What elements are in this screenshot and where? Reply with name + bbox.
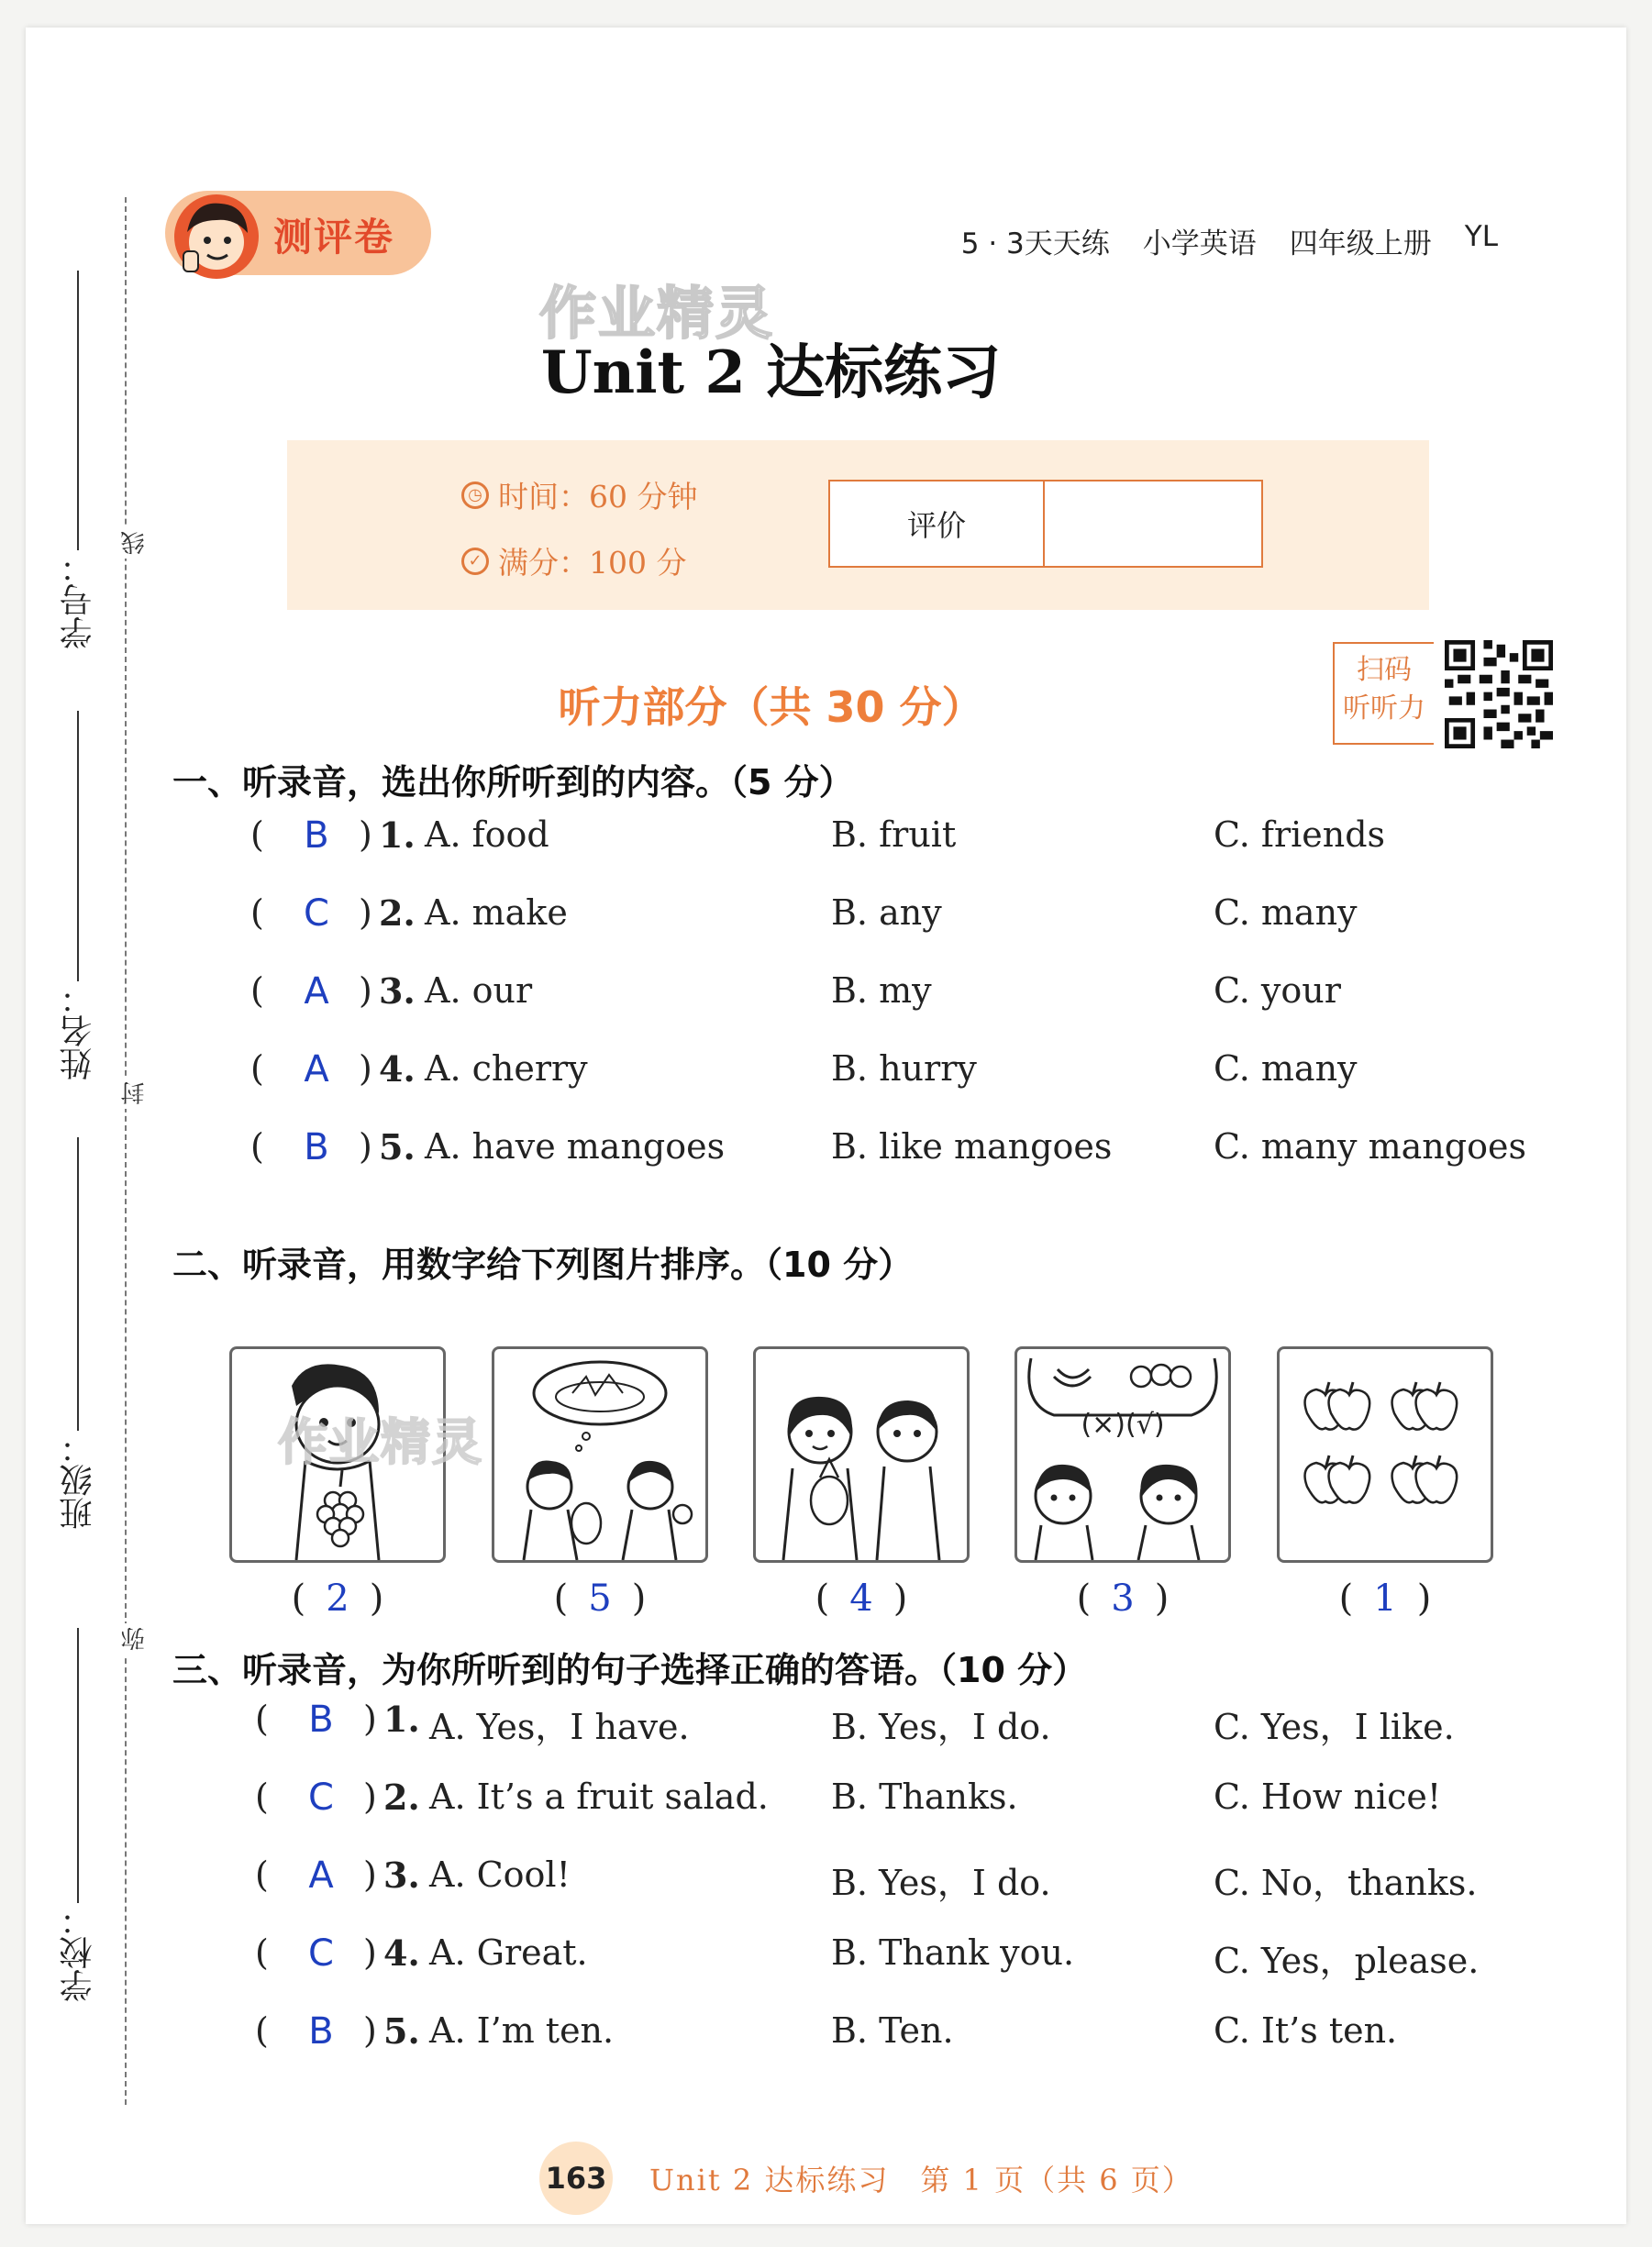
class-label: 班级： <box>59 1431 97 1530</box>
option-a: A. Great. <box>429 1932 588 1973</box>
check-marks: (×)(√) <box>1081 1409 1165 1441</box>
option-a: A. food <box>425 814 549 855</box>
name-label: 姓名： <box>59 981 97 1080</box>
name-line <box>77 711 79 981</box>
watermark-overlay: 作业精灵 <box>278 1413 483 1471</box>
picture-pineapple <box>753 1346 970 1563</box>
evaluation-box <box>828 480 1263 568</box>
section1-item: ( B ) 5. A. have mangoes B. like mangoes C. many mangoes <box>250 1126 1526 1168</box>
section1-title: 一、听录音，选出你所听到的内容。（5 分） <box>172 762 854 802</box>
option-b: B. Ten. <box>831 2010 954 2051</box>
edition-code: YL <box>1464 220 1498 253</box>
school-line <box>77 1628 79 1903</box>
school-label: 学校： <box>59 1903 97 2002</box>
option-b: B. Thank you. <box>831 1932 1075 1973</box>
option-b: B. my <box>831 970 932 1011</box>
picture-fruit-salad <box>492 1346 708 1563</box>
item-number: 1. <box>383 1699 420 1740</box>
option-c: C. many mangoes <box>1214 1126 1526 1167</box>
answer-value[interactable]: 5 <box>588 1577 612 1620</box>
answer-value[interactable]: A <box>308 1854 334 1897</box>
binding-mark-seal: 封 <box>117 1078 151 1109</box>
section1-item: ( B ) 1. A. food B. fruit C. friends <box>250 814 1386 857</box>
worksheet-page <box>26 28 1626 2224</box>
section1-item: ( A ) 4. A. cherry B. hurry C. many <box>250 1048 1358 1090</box>
section3-title: 三、听录音，为你所听到的句子选择正确的答语。（10 分） <box>172 1650 1088 1690</box>
score-row <box>461 539 686 582</box>
answer-value[interactable]: A <box>304 1048 329 1090</box>
option-a: A. have mangoes <box>425 1126 726 1167</box>
binding-mark-line: 线 <box>117 527 151 559</box>
option-c: C. No，thanks. <box>1214 1863 1478 1903</box>
score-text: 满分：100 分 <box>498 545 687 581</box>
name-field <box>55 711 101 1080</box>
option-c: C. It’s ten. <box>1214 2010 1398 2051</box>
answer-value[interactable]: 1 <box>1373 1577 1397 1620</box>
likes-fruit-illustration <box>1017 1349 1228 1560</box>
option-a: A. cherry <box>425 1048 588 1089</box>
qr-code-icon[interactable] <box>1445 640 1553 748</box>
section3-item: ( B ) 5. A. I’m ten. B. Ten. C. It’s ten. <box>255 2010 1398 2053</box>
section3-item: ( A ) 3. A. Cool! B. Yes，I do. C. No，thanks. <box>255 1854 1478 1903</box>
binding-cut-line <box>125 197 127 2105</box>
picture-apples <box>1277 1346 1493 1563</box>
picture-answer-3: ( 4 ) <box>815 1577 908 1620</box>
clock-icon: ◷ <box>461 482 489 509</box>
section1-item: ( C ) 2. A. make B. any C. many <box>250 892 1358 935</box>
section3-item: ( C ) 2. A. It’s a fruit salad. B. Thanks. C. How nice! <box>255 1777 1442 1819</box>
option-a: A. It’s a fruit salad. <box>429 1777 769 1817</box>
option-b: B. Thanks. <box>831 1777 1018 1817</box>
option-c: C. Yes，please. <box>1214 1941 1480 1981</box>
option-a: A. make <box>425 892 568 933</box>
item-number: 1. <box>379 814 416 856</box>
section3-item: ( B ) 1. A. Yes，I have. B. Yes，I do. C. Yes，I like. <box>255 1699 1455 1747</box>
listening-heading: 听力部分（共 30 分） <box>558 682 984 732</box>
picture-answer-5: ( 1 ) <box>1338 1577 1432 1620</box>
check-circle-icon: ✓ <box>461 548 489 575</box>
picture-like-fruit <box>1014 1346 1231 1563</box>
pineapple-illustration <box>756 1349 967 1560</box>
info-box <box>287 440 1429 610</box>
page-number: 163 <box>539 2142 613 2215</box>
option-b: B. like mangoes <box>831 1126 1113 1167</box>
page-title: Unit 2 达标练习 <box>540 338 1002 407</box>
answer-value[interactable]: B <box>304 814 329 857</box>
watermark: 作业精灵 <box>539 280 775 347</box>
test-badge <box>165 191 431 275</box>
item-number: 5. <box>379 1126 416 1168</box>
option-c: C. How nice! <box>1214 1777 1442 1817</box>
subject-name: 小学英语 <box>1142 227 1257 260</box>
binding-mark-secret: 弥 <box>117 1623 151 1655</box>
option-c: C. many <box>1214 1048 1358 1089</box>
qr-caption-line2: 听听力 <box>1343 692 1425 725</box>
student-id-label: 学号： <box>59 550 97 649</box>
answer-value[interactable]: 2 <box>326 1577 349 1620</box>
option-b: B. Yes，I do. <box>831 1707 1051 1747</box>
answer-value[interactable]: B <box>308 2010 334 2053</box>
option-a: A. I’m ten. <box>429 2010 615 2051</box>
item-number: 2. <box>383 1777 420 1818</box>
answer-value[interactable]: C <box>304 892 329 935</box>
badge-label: 测评卷 <box>273 215 395 260</box>
item-number: 3. <box>383 1854 420 1896</box>
section1-item: ( A ) 3. A. our B. my C. your <box>250 970 1341 1013</box>
page-footer <box>539 2142 1193 2215</box>
picture-answer-2: ( 5 ) <box>553 1577 647 1620</box>
fruit-salad-illustration <box>494 1349 705 1560</box>
option-a: A. our <box>425 970 533 1011</box>
qr-caption <box>1333 642 1434 745</box>
section2-title: 二、听录音，用数字给下列图片排序。（10 分） <box>172 1245 914 1285</box>
book-info <box>856 220 1626 261</box>
series-name: 5 · 3天天练 <box>960 227 1110 260</box>
class-field <box>55 1137 101 1530</box>
option-c: C. many <box>1214 892 1358 933</box>
option-a: A. Cool! <box>429 1854 571 1895</box>
grade-name: 四年级上册 <box>1289 227 1432 260</box>
option-b: B. fruit <box>831 814 957 855</box>
time-row <box>461 473 697 516</box>
answer-value[interactable]: 3 <box>1111 1577 1135 1620</box>
answer-value[interactable]: A <box>304 970 329 1013</box>
option-b: B. any <box>831 892 942 933</box>
qr-caption-line1: 扫码 <box>1357 654 1412 686</box>
item-number: 3. <box>379 970 416 1012</box>
option-c: C. Yes，I like. <box>1214 1707 1455 1747</box>
time-text: 时间：60 分钟 <box>498 479 698 515</box>
option-c: C. friends <box>1214 814 1386 855</box>
answer-value[interactable]: B <box>308 1699 334 1741</box>
answer-value[interactable]: 4 <box>849 1577 873 1620</box>
option-c: C. your <box>1214 970 1341 1011</box>
evaluation-field[interactable] <box>1045 482 1261 566</box>
answer-value[interactable]: B <box>304 1126 329 1168</box>
item-number: 2. <box>379 892 416 934</box>
picture-answer-4: ( 3 ) <box>1076 1577 1170 1620</box>
option-b: B. hurry <box>831 1048 977 1089</box>
apples-illustration <box>1280 1349 1491 1560</box>
boy-avatar-icon <box>171 191 262 282</box>
option-a: A. Yes，I have. <box>429 1707 690 1747</box>
picture-answer-1: ( 2 ) <box>291 1577 384 1620</box>
qr-block[interactable] <box>1333 640 1553 750</box>
section3-item: ( C ) 4. A. Great. B. Thank you. C. Yes，please. <box>255 1932 1480 1981</box>
school-field <box>55 1628 101 2002</box>
item-number: 4. <box>379 1048 416 1090</box>
item-number: 5. <box>383 2010 420 2052</box>
option-b: B. Yes，I do. <box>831 1863 1051 1903</box>
footer-text: Unit 2 达标练习 第 1 页（共 6 页） <box>649 2163 1193 2197</box>
item-number: 4. <box>383 1932 420 1974</box>
answer-value[interactable]: C <box>308 1777 334 1819</box>
answer-value[interactable]: C <box>308 1932 334 1975</box>
evaluation-label: 评价 <box>830 482 1045 566</box>
student-id-line <box>77 271 79 550</box>
class-line <box>77 1137 79 1431</box>
